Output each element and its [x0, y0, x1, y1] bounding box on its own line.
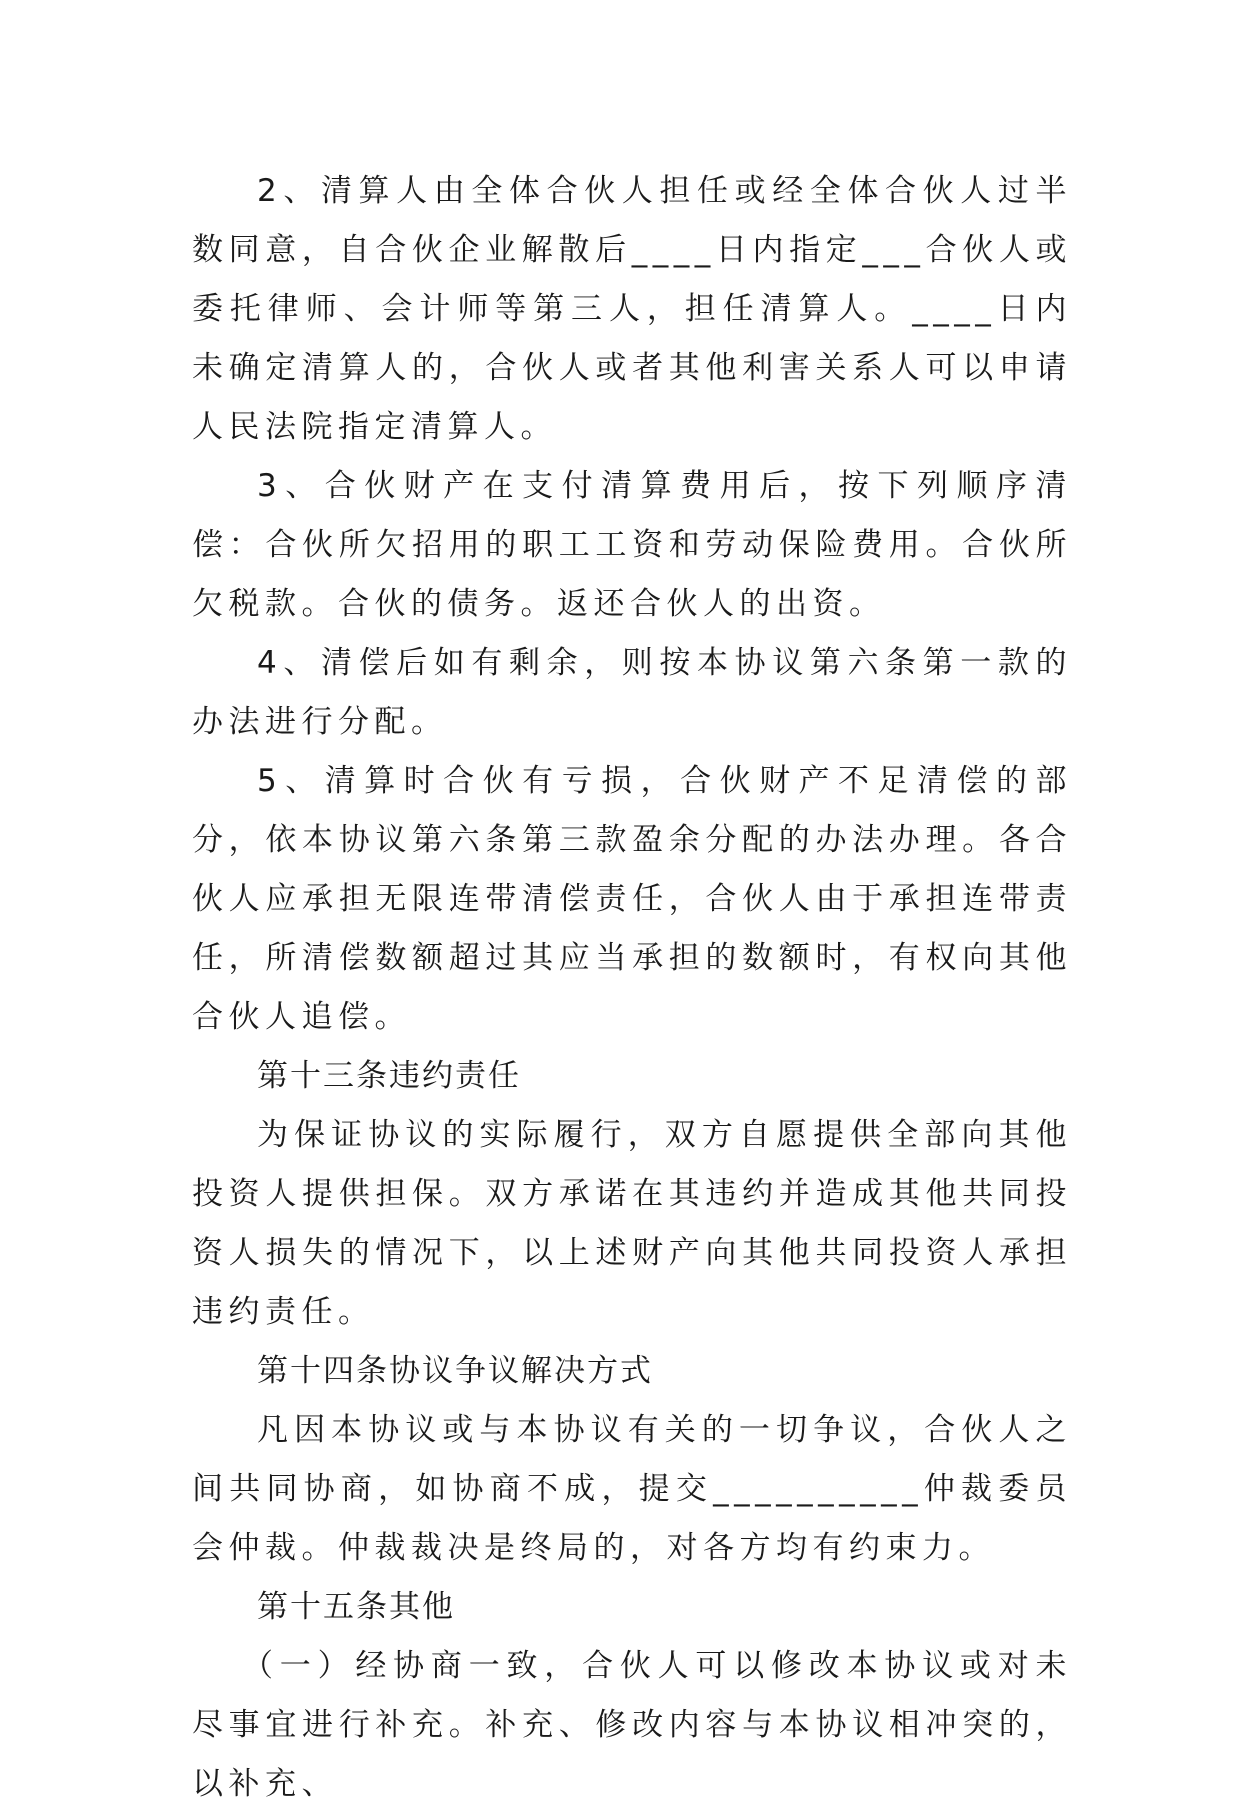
clause-12-item-2: 2、清算人由全体合伙人担任或经全体合伙人过半数同意，自合伙企业解散后____日内指定___合伙人或委托律师、会计师等第三人，担任清算人。____日内未确定清算人的，合伙人或者其他利害关系人可以申请人民法院指定清算人。: [192, 173, 1072, 445]
clause-12-item-5: 5、清算时合伙有亏损，合伙财产不足清偿的部分，依本协议第六条第三款盈余分配的办法办理。各合伙人应承担无限连带清偿责任，合伙人由于承担连带责任，所清偿数额超过其应当承担的数额时，有权向其他合伙人追偿。: [192, 763, 1072, 1035]
article-14-body: 凡因本协议或与本协议有关的一切争议，合伙人之间共同协商，如协商不成，提交__________仲裁委员会仲裁。仲裁裁决是终局的，对各方均有约束力。: [192, 1412, 1072, 1566]
article-15-item-1: （一）经协商一致，合伙人可以修改本协议或对未尽事宜进行补充。补充、修改内容与本协议相冲突的，以补充、: [192, 1648, 1072, 1802]
clause-12-item-3: 3、合伙财产在支付清算费用后，按下列顺序清偿：合伙所欠招用的职工工资和劳动保险费用。合伙所欠税款。合伙的债务。返还合伙人的出资。: [192, 468, 1072, 622]
article-13-body: 为保证协议的实际履行，双方自愿提供全部向其他投资人提供担保。双方承诺在其违约并造成其他共同投资人损失的情况下，以上述财产向其他共同投资人承担违约责任。: [192, 1117, 1072, 1330]
clause-12-item-4: 4、清偿后如有剩余，则按本协议第六条第一款的办法进行分配。: [192, 645, 1072, 740]
article-14-heading: 第十四条协议争议解决方式: [257, 1353, 653, 1389]
article-15-heading: 第十五条其他: [257, 1589, 455, 1625]
document-page: [192, 162, 1072, 1814]
article-13-heading: 第十三条违约责任: [257, 1058, 521, 1094]
